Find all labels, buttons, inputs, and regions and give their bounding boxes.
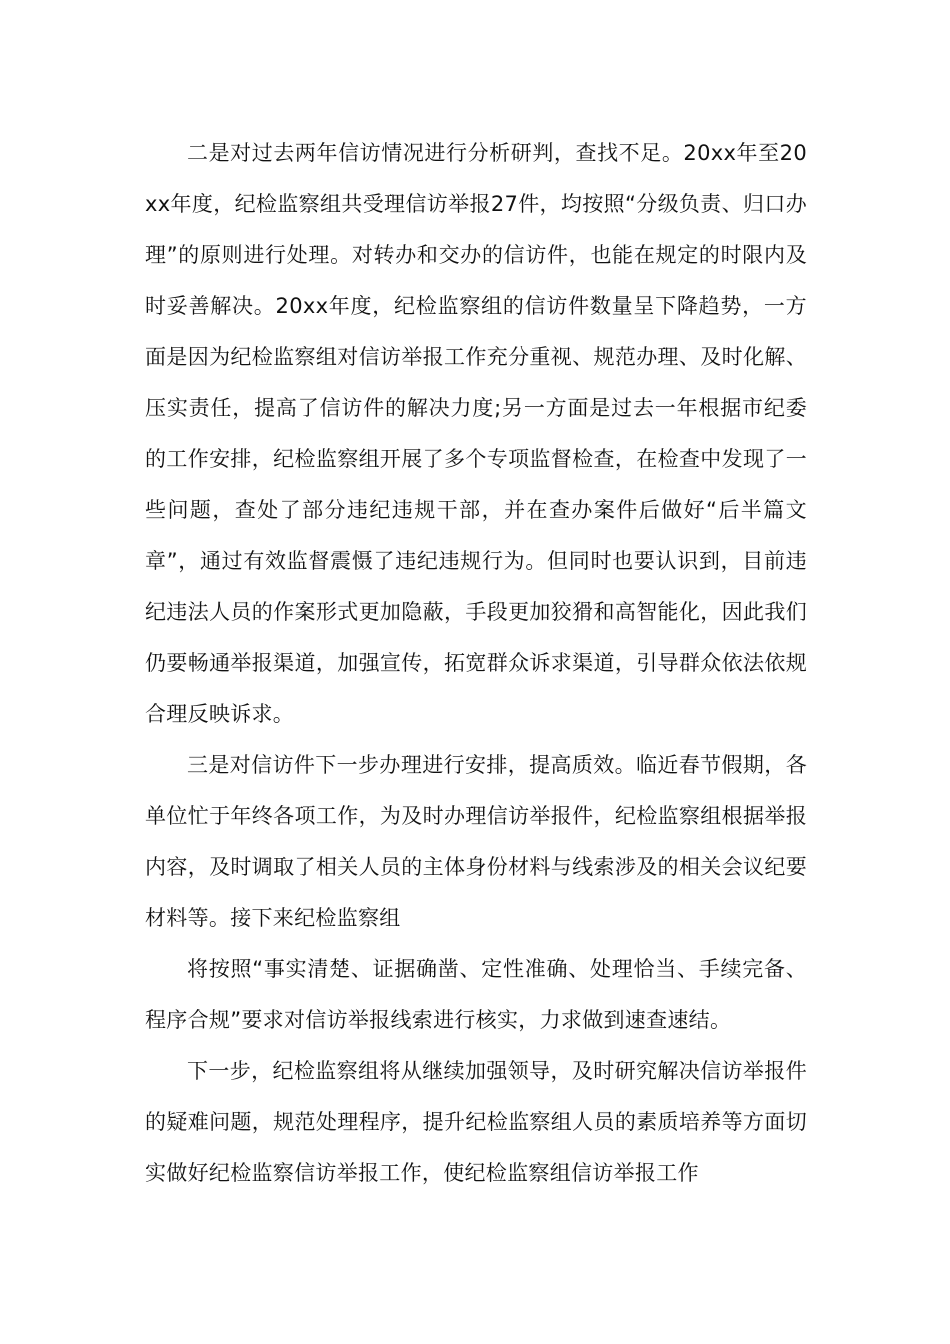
paragraph-arrangement: 三是对信访件下一步办理进行安排，提高质效。临近春节假期，各单位忙于年终各项工作，为及时办理信访举报件，纪检监察组根据举报内容，及时调取了相关人员的主体身份材料与线索涉及的相关会议纪要材料等。接下来纪检监察组 (145, 753, 807, 930)
paragraph-verification: 将按照“事实清楚、证据确凿、定性准确、处理恰当、手续完备、程序合规”要求对信访举报线索进行核实，力求做到速查速结。 (145, 957, 807, 1032)
paragraph-analysis: 二是对过去两年信访情况进行分析研判，查找不足。20xx年至20xx年度，纪检监察组共受理信访举报27件，均按照“分级负责、归口办理”的原则进行处理。对转办和交办的信访件，也能在规定的时限内及时妥善解决。20xx年度，纪检监察组的信访件数量呈下降趋势，一方面是因为纪检监察组对信访举报工作充分重视、规范办理、及时化解、压实责任，提高了信访件的解决力度;另一方面是过去一年根据市纪委的工作安排，纪检监察组开展了多个专项监督检查，在检查中发现了一些问题，查处了部分违纪违规干部，并在查办案件后做好“后半篇文章”，通过有效监督震慑了违纪违规行为。但同时也要认识到，目前违纪违法人员的作案形式更加隐蔽，手段更加狡猾和高智能化，因此我们仍要畅通举报渠道，加强宣传，拓宽群众诉求渠道，引导群众依法依规合理反映诉求。 (145, 141, 807, 726)
document-body (145, 128, 807, 1199)
paragraph-next-step: 下一步，纪检监察组将从继续加强领导，及时研究解决信访举报件的疑难问题，规范处理程序，提升纪检监察组人员的素质培养等方面切实做好纪检监察信访举报工作，使纪检监察组信访举报工作 (145, 1059, 807, 1185)
